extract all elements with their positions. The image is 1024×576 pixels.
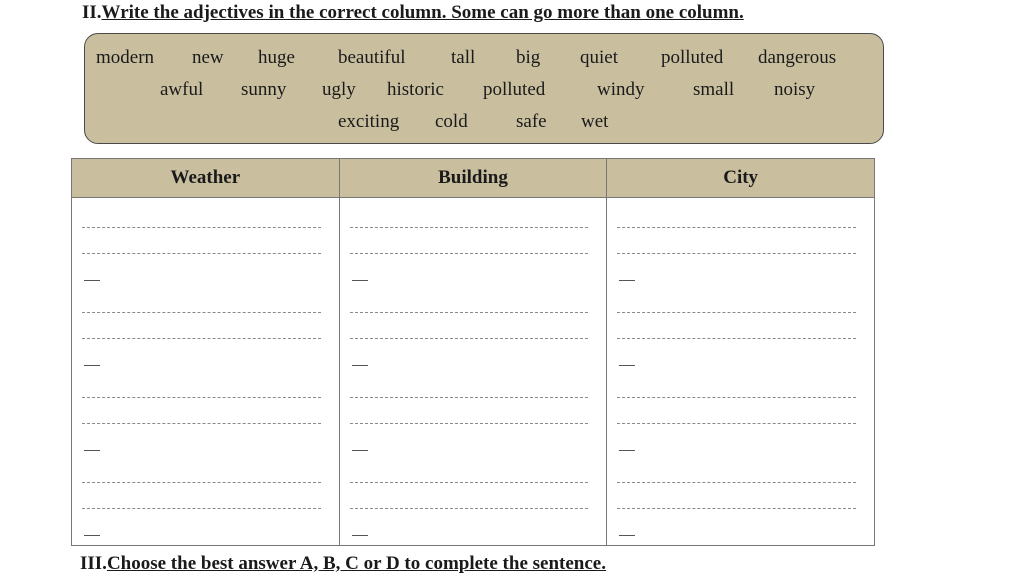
table-body-row bbox=[72, 198, 875, 546]
writing-line bbox=[619, 535, 635, 536]
word-modern: modern bbox=[96, 47, 155, 68]
word-huge: huge bbox=[258, 47, 295, 68]
writing-line bbox=[82, 253, 321, 254]
word-wet: wet bbox=[581, 111, 609, 132]
writing-line bbox=[350, 482, 589, 483]
word-dangerous: dangerous bbox=[758, 47, 837, 68]
writing-line bbox=[350, 227, 589, 228]
writing-line bbox=[82, 423, 321, 424]
exercise-2-text: Write the adjectives in the correct column. Some can go more than one column. bbox=[101, 2, 744, 23]
weather-answer-column[interactable] bbox=[72, 198, 340, 546]
writing-line bbox=[350, 508, 589, 509]
writing-line bbox=[350, 397, 589, 398]
word-beautiful: beautiful bbox=[338, 47, 406, 68]
word-small: small bbox=[693, 79, 735, 100]
adjective-columns-table bbox=[71, 158, 875, 546]
writing-line bbox=[352, 450, 368, 451]
writing-line bbox=[82, 508, 321, 509]
word-new: new bbox=[192, 47, 224, 68]
writing-line bbox=[352, 280, 368, 281]
word-tall: tall bbox=[451, 47, 476, 68]
word-awful: awful bbox=[160, 79, 204, 100]
word-cold: cold bbox=[435, 111, 468, 132]
writing-line bbox=[350, 338, 589, 339]
writing-line bbox=[617, 397, 856, 398]
writing-line bbox=[350, 423, 589, 424]
exercise-3-instruction bbox=[80, 553, 606, 575]
column-header-weather: Weather bbox=[72, 159, 340, 198]
word-windy: windy bbox=[597, 79, 645, 100]
building-answer-column[interactable] bbox=[339, 198, 607, 546]
writing-line bbox=[350, 253, 589, 254]
writing-line bbox=[82, 482, 321, 483]
word-bank-row-2 bbox=[85, 79, 883, 105]
writing-line bbox=[82, 227, 321, 228]
writing-line bbox=[352, 535, 368, 536]
word-bank-row-3 bbox=[85, 111, 883, 137]
writing-line bbox=[84, 535, 100, 536]
word-exciting: exciting bbox=[338, 111, 400, 132]
writing-line bbox=[84, 280, 100, 281]
writing-line bbox=[619, 280, 635, 281]
exercise-3-text: Choose the best answer A, B, C or D to complete the sentence. bbox=[106, 553, 606, 574]
word-ugly: ugly bbox=[322, 79, 356, 100]
word-noisy: noisy bbox=[774, 79, 816, 100]
writing-line bbox=[617, 312, 856, 313]
writing-line bbox=[350, 312, 589, 313]
writing-line bbox=[617, 338, 856, 339]
writing-line bbox=[619, 365, 635, 366]
word-historic: historic bbox=[387, 79, 444, 100]
exercise-2-instruction bbox=[82, 2, 744, 24]
writing-line bbox=[619, 450, 635, 451]
writing-line bbox=[82, 397, 321, 398]
writing-line bbox=[84, 450, 100, 451]
city-answer-column[interactable] bbox=[607, 198, 875, 546]
writing-line bbox=[82, 312, 321, 313]
word-sunny: sunny bbox=[241, 79, 287, 100]
column-header-building: Building bbox=[339, 159, 607, 198]
writing-line bbox=[352, 365, 368, 366]
word-bank bbox=[84, 33, 884, 144]
exercise-3-number: III. bbox=[80, 553, 107, 574]
word-polluted-2: polluted bbox=[483, 79, 546, 100]
writing-line bbox=[617, 482, 856, 483]
writing-line bbox=[617, 253, 856, 254]
exercise-2-number: II. bbox=[82, 2, 102, 23]
table-header-row bbox=[72, 159, 875, 198]
word-safe: safe bbox=[516, 111, 547, 132]
writing-line bbox=[82, 338, 321, 339]
word-bank-row-1 bbox=[85, 47, 883, 73]
writing-line bbox=[617, 227, 856, 228]
word-quiet: quiet bbox=[580, 47, 618, 68]
writing-line bbox=[84, 365, 100, 366]
word-big: big bbox=[516, 47, 541, 68]
column-header-city: City bbox=[607, 159, 875, 198]
writing-line bbox=[617, 508, 856, 509]
word-polluted-1: polluted bbox=[661, 47, 724, 68]
writing-line bbox=[617, 423, 856, 424]
